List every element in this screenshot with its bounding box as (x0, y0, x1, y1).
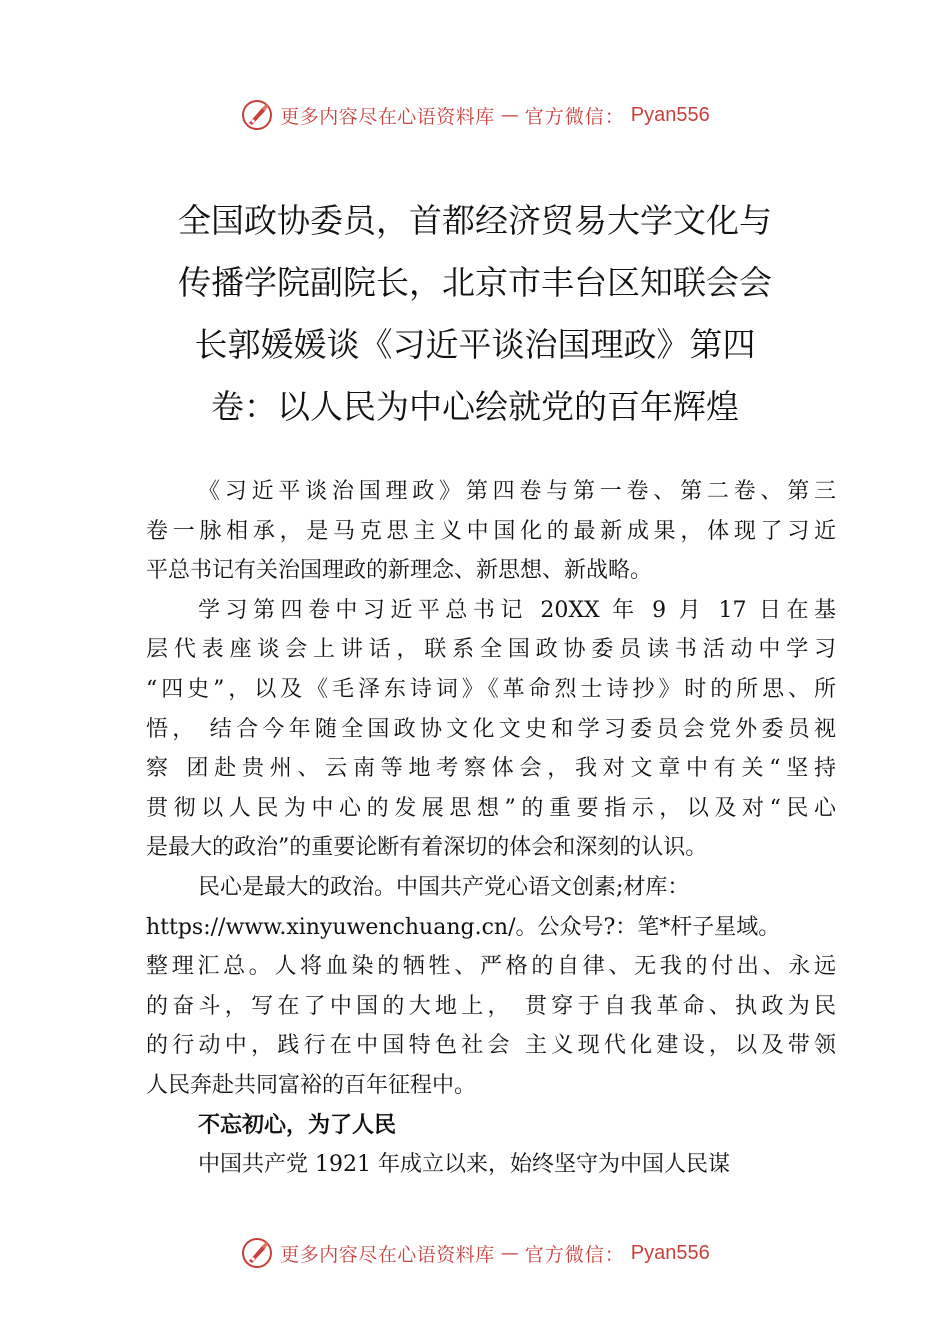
header-banner (0, 95, 950, 135)
title-line: 传播学院副院长，北京市丰台区知联会会 (178, 263, 772, 302)
body-line: 的行动中，践行在中国特色社会 主义现代化建设，以及带领 (146, 1033, 836, 1059)
footer-banner (0, 1233, 950, 1273)
banner-wechat-id: Pyan556 (630, 1241, 710, 1264)
body-line: “四史”，以及《毛泽东诗词》《革命烈士诗抄》时的所思、所 (146, 676, 836, 702)
pen-nib-logo-icon (240, 98, 274, 132)
body-line: 层代表座谈会上讲话，联系全国政协委员读书活动中学习 (146, 637, 836, 663)
title-line: 卷：以人民为中心绘就党的百年辉煌 (211, 387, 739, 426)
body-line: 卷一脉相承，是马克思主义中国化的最新成果，体现了习近 (146, 518, 836, 544)
pen-nib-logo-icon (240, 1236, 274, 1270)
body-line: 《习近平谈治国理政》第四卷与第一卷、第二卷、第三 (198, 479, 836, 504)
banner-wechat-id: Pyan556 (630, 103, 710, 126)
section-heading: 不忘初心，为了人民 (198, 1112, 397, 1138)
body-line: 是最大的政治”的重要论断有着深切的体会和深刻的认识。 (146, 835, 708, 861)
body-line: 人民奔赴共同富裕的百年征程中。 (146, 1072, 477, 1098)
banner-separator: — (500, 1242, 519, 1264)
banner-site-text: 更多内容尽在心语资料库 (280, 105, 495, 128)
banner-site-text: 更多内容尽在心语资料库 (280, 1243, 495, 1266)
body-line: 悟， 结合今年随全国政协文化文史和学习委员会党外委员视 (146, 716, 836, 742)
document-body (146, 472, 836, 1185)
body-line: 学习第四卷中习近平总书记 20XX 年 9 月 17 日在基 (198, 597, 836, 623)
body-line: 贯彻以人民为中心的发展思想”的重要指示，以及对“民心 (146, 795, 836, 821)
body-line: https://www.xinyuwenchuang.cn/。公众号?：笔*杆子星域。 (146, 914, 781, 940)
body-line: 中国共产党 1921 年成立以来，始终坚守为中国人民谋 (198, 1152, 730, 1178)
document-title (95, 190, 855, 438)
body-line: 民心是最大的政治。中国共产党心语文创素;材库： (198, 874, 690, 900)
body-line: 的奋斗，写在了中国的大地上， 贯穿于自我革命、执政为民 (146, 993, 836, 1019)
title-line: 全国政协委员，首都经济贸易大学文化与 (178, 201, 772, 240)
body-line: 察 团赴贵州、云南等地考察体会，我对文章中有关“坚持 (146, 756, 836, 782)
banner-separator: — (500, 104, 519, 126)
title-line: 长郭媛媛谈《习近平谈治国理政》第四 (194, 325, 756, 364)
body-line: 整理汇总。人将血染的牺牲、严格的自律、无我的付出、永远 (146, 954, 836, 980)
body-line: 平总书记有关治国理政的新理念、新思想、新战略。 (146, 558, 653, 584)
banner-wechat-label: 官方微信： (524, 105, 625, 128)
banner-wechat-label: 官方微信： (524, 1243, 625, 1266)
